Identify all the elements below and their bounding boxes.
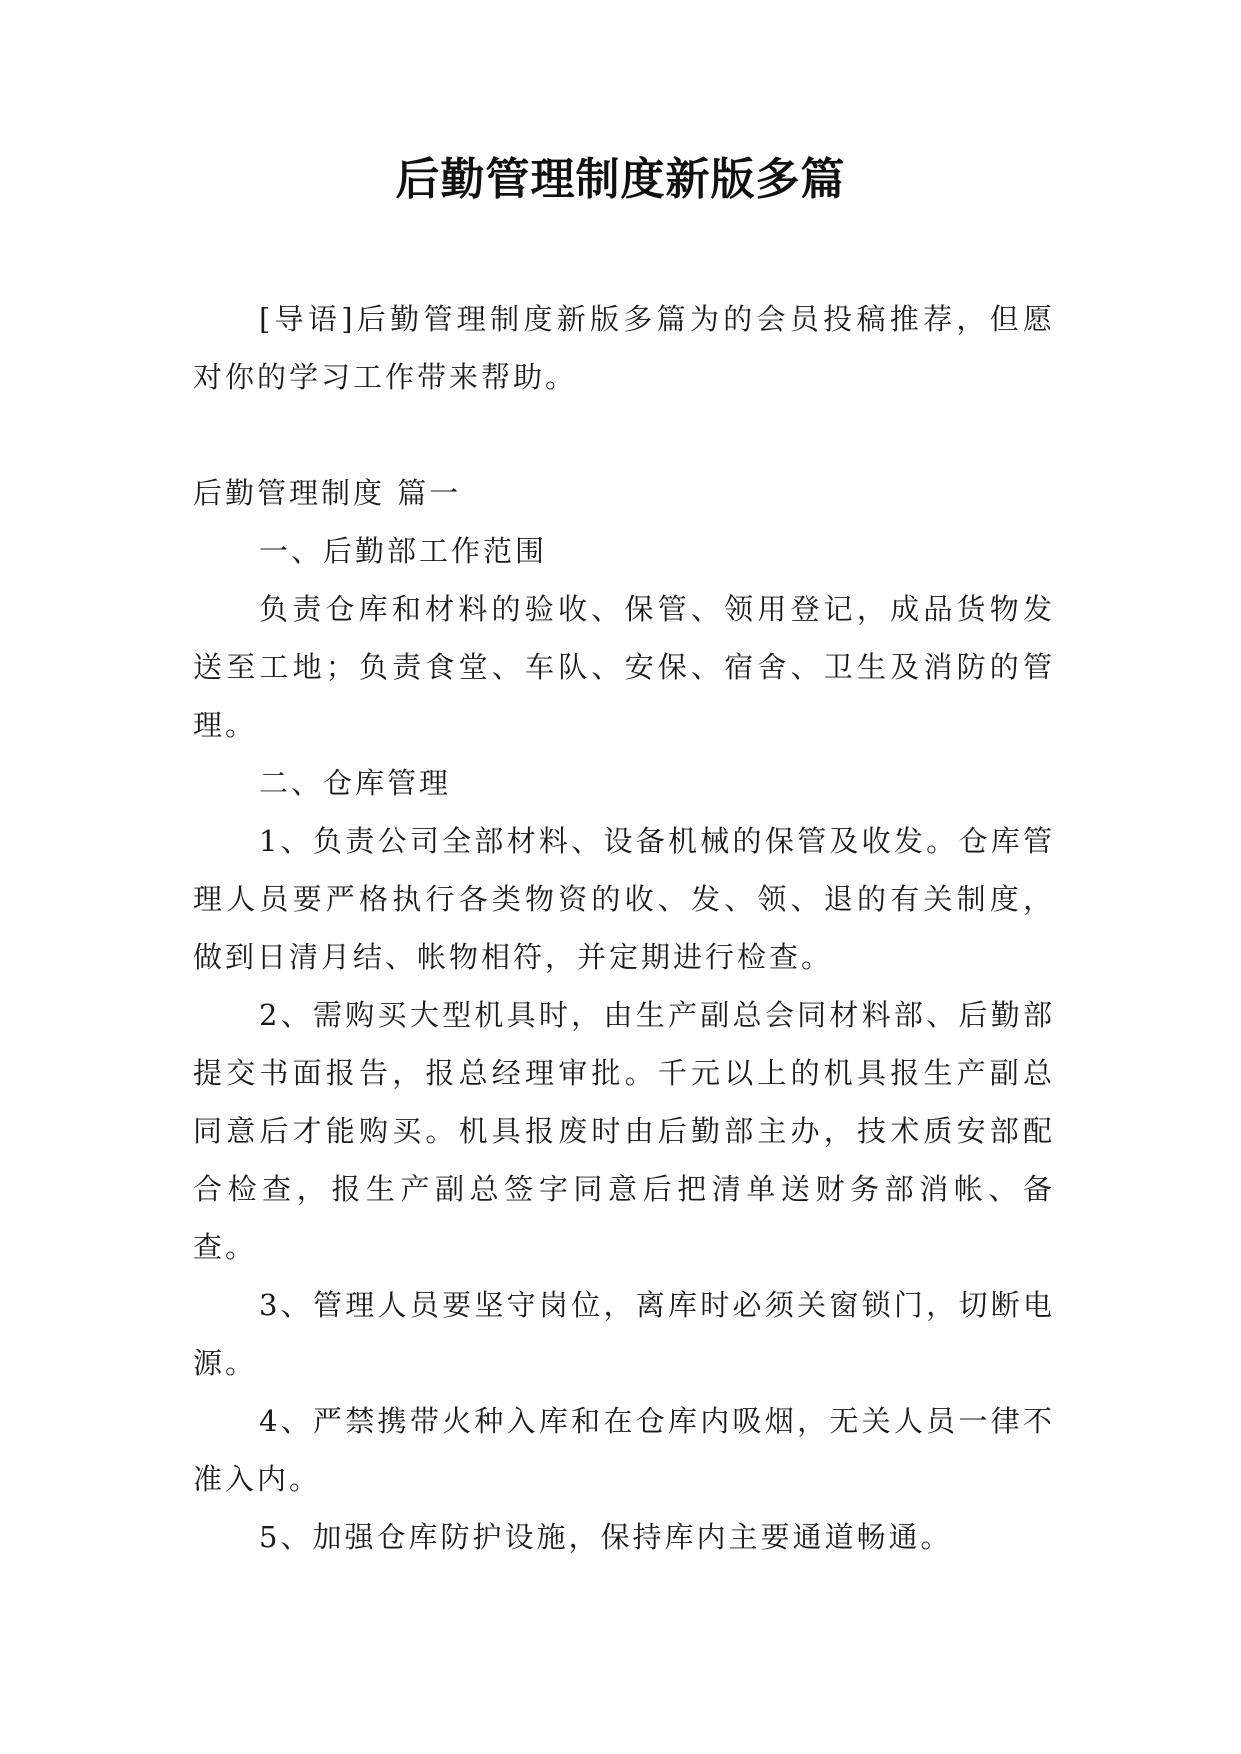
work-scope-paragraph: 负责仓库和材料的验收、保管、领用登记，成品货物发送至工地；负责食堂、车队、安保、宿舍、卫生及消防的管理。 bbox=[193, 592, 1055, 742]
list-item: 1、负责公司全部材料、设备机械的保管及收发。仓库管理人员要严格执行各类物资的收、发、领、退的有关制度，做到日清月结、帐物相符，并定期进行检查。 bbox=[193, 824, 1055, 974]
document-body bbox=[193, 290, 1055, 1566]
heading-work-scope: 一、后勤部工作范围 bbox=[259, 534, 548, 568]
heading-warehouse: 二、仓库管理 bbox=[259, 766, 452, 800]
section-title: 后勤管理制度 篇一 bbox=[193, 476, 462, 510]
list-item: 3、管理人员要坚守岗位，离库时必须关窗锁门，切断电源。 bbox=[193, 1288, 1055, 1380]
spacer bbox=[193, 406, 1055, 464]
list-item: 4、严禁携带火种入库和在仓库内吸烟，无关人员一律不准入内。 bbox=[193, 1404, 1055, 1496]
list-item: 5、加强仓库防护设施，保持库内主要通道畅通。 bbox=[259, 1520, 953, 1554]
list-item: 2、需购买大型机具时，由生产副总会同材料部、后勤部提交书面报告，报总经理审批。千元以上的机具报生产副总同意后才能购买。机具报废时由后勤部主办，技术质安部配合检查，报生产副总签字同意后把清单送财务部消帐、备查。 bbox=[193, 998, 1055, 1264]
document-title: 后勤管理制度新版多篇 bbox=[395, 154, 846, 205]
intro-paragraph: [导语]后勤管理制度新版多篇为的会员投稿推荐，但愿对你的学习工作带来帮助。 bbox=[193, 302, 1055, 394]
